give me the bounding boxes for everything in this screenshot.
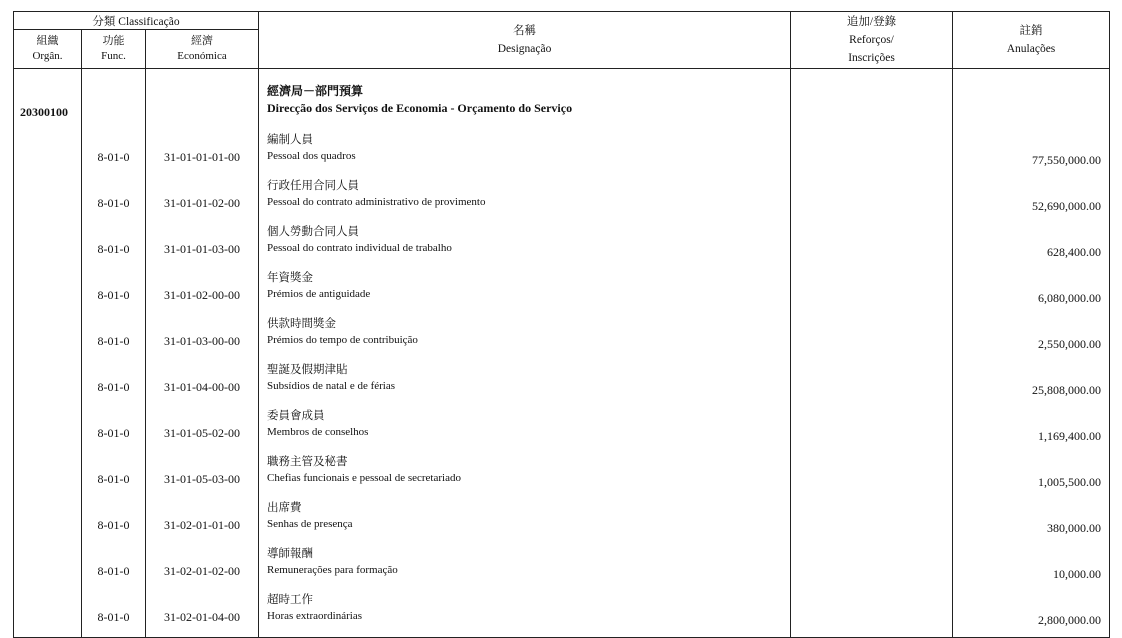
designation-pt: Pessoal do contrato individual de trabalho: [267, 242, 452, 254]
designation-cell: [259, 407, 791, 453]
economic-code: 31-01-03-00-00: [146, 315, 259, 361]
economic-code: 31-01-05-03-00: [146, 453, 259, 499]
table-row: [14, 315, 1110, 361]
table-row: [14, 407, 1110, 453]
designation-cn: 編制人員: [267, 134, 314, 146]
designation-pt: Subsídios de natal e de férias: [267, 380, 396, 392]
designation-pt: Prémios do tempo de contribuição: [267, 334, 418, 346]
designation-cell: [259, 499, 791, 545]
table-row: [14, 177, 1110, 223]
functional-code: 8-01-0: [82, 407, 146, 453]
functional-code: 8-01-0: [82, 499, 146, 545]
table-row: [14, 545, 1110, 591]
cancellations-amount: 1,005,500.00: [953, 453, 1110, 499]
reinforcements-header-pt2: Inscrições: [848, 52, 895, 64]
cancellations-amount: 380,000.00: [953, 499, 1110, 545]
spacer-row: [14, 69, 1110, 84]
table-row: [14, 499, 1110, 545]
designation-cn: 行政任用合同人員: [267, 180, 360, 192]
functional-header: [82, 30, 146, 69]
economic-code: 31-01-01-02-00: [146, 177, 259, 223]
functional-code: 8-01-0: [82, 453, 146, 499]
economic-code: 31-02-01-01-00: [146, 499, 259, 545]
cancellations-header: [953, 12, 1110, 69]
cancellations-amount: 25,808,000.00: [953, 361, 1110, 407]
designation-cn: 超時工作: [267, 594, 314, 606]
cancellations-amount: 77,550,000.00: [953, 131, 1110, 177]
organic-cell: [14, 315, 82, 361]
reinforcements-amount: [791, 361, 953, 407]
classification-header: 分類 Classificação: [14, 12, 259, 30]
designation-pt: Membros de conselhos: [267, 426, 369, 438]
organic-header-pt: Orgân.: [32, 50, 63, 62]
designation-header: [259, 12, 791, 69]
reinforcements-header-pt1: Reforços/: [849, 34, 894, 46]
organic-cell: [14, 591, 82, 638]
functional-header-cn: 功能: [102, 35, 125, 47]
designation-cn: 導師報酬: [267, 548, 314, 560]
designation-header-cn: 名稱: [513, 25, 537, 37]
table-body: [14, 69, 1110, 638]
designation-pt: Chefias funcionais e pessoal de secretariado: [267, 472, 461, 484]
functional-code: 8-01-0: [82, 545, 146, 591]
designation-header-pt: Designação: [497, 43, 552, 55]
cancellations-amount: 10,000.00: [953, 545, 1110, 591]
designation-cell: [259, 315, 791, 361]
functional-code: 8-01-0: [82, 591, 146, 638]
economic-code: 31-01-01-03-00: [146, 223, 259, 269]
designation-pt: Prémios de antiguidade: [267, 288, 371, 300]
section-title-cn: 經濟局－部門預算: [267, 84, 364, 98]
reinforcements-amount: [791, 545, 953, 591]
designation-cell: [259, 361, 791, 407]
economic-code: 31-01-02-00-00: [146, 269, 259, 315]
designation-cn: 委員會成員: [267, 410, 325, 422]
designation-cell: [259, 177, 791, 223]
designation-cell: [259, 453, 791, 499]
organic-cell: [14, 361, 82, 407]
reinforcements-amount: [791, 453, 953, 499]
designation-cell: [259, 131, 791, 177]
designation-cell: [259, 223, 791, 269]
reinforcements-amount: [791, 315, 953, 361]
economic-code: 31-02-01-02-00: [146, 545, 259, 591]
functional-code: 8-01-0: [82, 177, 146, 223]
cancellations-amount: 52,690,000.00: [953, 177, 1110, 223]
budget-table: [13, 11, 1110, 638]
functional-code: 8-01-0: [82, 361, 146, 407]
functional-code: 8-01-0: [82, 315, 146, 361]
designation-cn: 出席費: [267, 502, 302, 514]
cancellations-amount: 6,080,000.00: [953, 269, 1110, 315]
economic-code: 31-02-01-04-00: [146, 591, 259, 638]
organic-cell: [14, 499, 82, 545]
organic-cell: [14, 223, 82, 269]
reinforcements-header-cn: 追加/登錄: [846, 16, 897, 28]
functional-code: 8-01-0: [82, 131, 146, 177]
economic-header-cn: 經濟: [191, 35, 213, 47]
cancellations-header-cn: 註銷: [1019, 25, 1043, 37]
economic-code: 31-01-05-02-00: [146, 407, 259, 453]
table-row: [14, 223, 1110, 269]
reinforcements-amount: [791, 269, 953, 315]
organic-cell: [14, 269, 82, 315]
section-title-pt: Direcção dos Serviços de Economia - Orçamento do Serviço: [267, 101, 573, 115]
designation-cn: 年資獎金: [267, 272, 314, 284]
designation-pt: Pessoal do contrato administrativo de provimento: [267, 196, 486, 208]
reinforcements-amount: [791, 591, 953, 638]
reinforcements-header: [791, 12, 953, 69]
table-header: [14, 12, 1110, 69]
organic-header: [14, 30, 82, 69]
cancellations-amount: 2,550,000.00: [953, 315, 1110, 361]
designation-cell: [259, 545, 791, 591]
table-row: [14, 361, 1110, 407]
functional-header-pt: Func.: [101, 50, 126, 62]
reinforcements-amount: [791, 131, 953, 177]
designation-cn: 個人勞動合同人員: [267, 226, 360, 238]
table-row: [14, 591, 1110, 638]
organic-cell: [14, 177, 82, 223]
organic-code: 20300100: [14, 83, 82, 131]
table-row: [14, 453, 1110, 499]
cancellations-header-pt: Anulações: [1006, 43, 1056, 55]
organic-cell: [14, 407, 82, 453]
section-row: [14, 83, 1110, 131]
organic-cell: [14, 545, 82, 591]
functional-code: 8-01-0: [82, 223, 146, 269]
functional-code: 8-01-0: [82, 269, 146, 315]
designation-cn: 職務主管及秘書: [267, 456, 348, 468]
reinforcements-amount: [791, 407, 953, 453]
table-row: [14, 269, 1110, 315]
reinforcements-amount: [791, 177, 953, 223]
designation-cell: [259, 591, 791, 638]
designation-pt: Senhas de presença: [267, 518, 353, 530]
economic-code: 31-01-01-01-00: [146, 131, 259, 177]
section-title: [259, 83, 791, 131]
designation-pt: Remunerações para formação: [267, 564, 398, 576]
designation-cell: [259, 269, 791, 315]
reinforcements-amount: [791, 499, 953, 545]
economic-header: [146, 30, 259, 69]
table-row: [14, 131, 1110, 177]
designation-pt: Pessoal dos quadros: [267, 150, 356, 162]
cancellations-amount: 1,169,400.00: [953, 407, 1110, 453]
organic-header-cn: 組織: [36, 35, 59, 47]
designation-cn: 供款時間獎金: [267, 318, 337, 330]
economic-code: 31-01-04-00-00: [146, 361, 259, 407]
designation-cn: 聖誕及假期津貼: [267, 364, 348, 376]
organic-cell: [14, 131, 82, 177]
cancellations-amount: 628,400.00: [953, 223, 1110, 269]
reinforcements-amount: [791, 223, 953, 269]
designation-pt: Horas extraordinárias: [267, 610, 363, 622]
organic-cell: [14, 453, 82, 499]
economic-header-pt: Económica: [177, 50, 227, 62]
cancellations-amount: 2,800,000.00: [953, 591, 1110, 638]
